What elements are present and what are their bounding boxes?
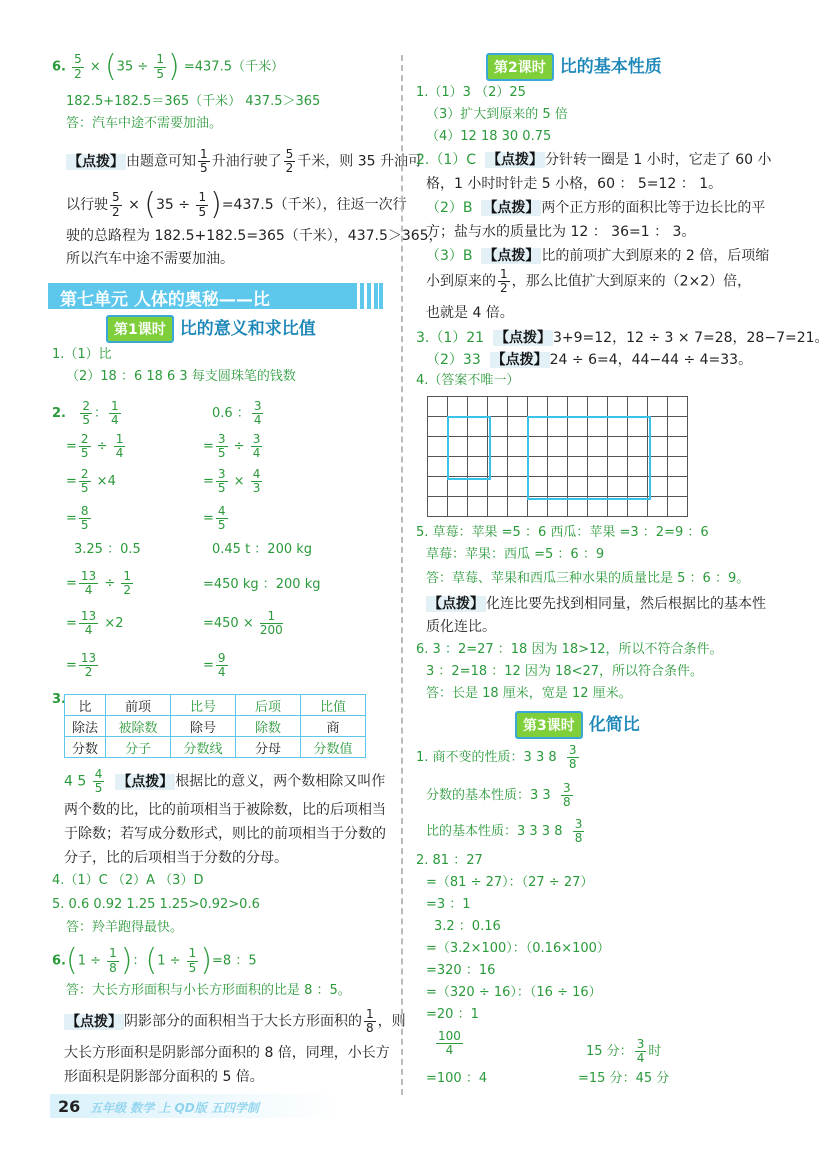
- s5: 5. 0.6 0.92 1.25 1.25>0.92>0.6: [52, 897, 260, 912]
- t1-line1: 1. 商不变的性质：3 3 8 $\frac{3}{8}$: [416, 743, 577, 772]
- s1-line2: （2）18 ：6 18 6 3 每支圆珠笔的钱数: [66, 369, 296, 384]
- table-cell: 后项: [236, 695, 301, 716]
- lesson2-header: [486, 52, 662, 76]
- s4: 4.（1）C （2）A （3）D: [52, 873, 204, 888]
- t2-line9b: 15 分： $\frac{3}{4}$ 时: [586, 1037, 662, 1066]
- r5-line1: 5. 草莓：苹果 =5 ：6 西瓜：苹果 =3 ：2=9 ：6: [416, 525, 709, 540]
- lesson2-tag: 第2课时: [486, 53, 554, 81]
- s2-b8: = $\frac{9}{4}$: [203, 651, 226, 680]
- s6-tip-line2: 大长方形面积是阴影部分面积的 8 倍，同理，小长方: [64, 1045, 390, 1061]
- t2-line5: =（3.2×100）：（0.16×100）: [426, 941, 610, 956]
- table-row: [65, 737, 366, 758]
- table-cell: 除法: [65, 716, 106, 737]
- s5-answer: 答：羚羊跑得最快。: [66, 920, 184, 935]
- t1-line2: 分数的基本性质：3 3 $\frac{3}{8}$: [426, 781, 571, 810]
- r1-line2: （3）扩大到原来的 5 倍: [426, 107, 568, 122]
- q6-tip-line2: 以行驶 $\frac{5}{2}$ × (35 ÷ $\frac{1}{5}$ )=437.5（千米），往返一次行: [66, 187, 407, 222]
- q6-tip-line4: 所以汽车中途不需要加油。: [66, 251, 234, 267]
- table-cell: 被除数: [106, 716, 171, 737]
- r2-line4: 方；盐与水的质量比为 12 ： 36=1 ： 3。: [426, 224, 696, 240]
- q6-expression: 6. $\frac{5}{2}$ × (35 ÷ $\frac{1}{5}$ ) =437.5（千米）: [52, 49, 284, 84]
- q6-tip-line1: 【点拨】 由题意可知 $\frac{1}{5}$ 升油行驶了 $\frac{5}{2}$ 千米，则 35 升油可: [68, 147, 422, 176]
- table-cell: 分数值: [301, 737, 366, 758]
- column-divider: [401, 55, 403, 1095]
- s6-tip-line3: 形面积是阴影部分面积的 5 倍。: [64, 1069, 264, 1085]
- q6-tip-line3: 驶的总路程为 182.5+182.5=365（千米），437.5＞365，: [66, 228, 443, 244]
- ratio-table: [64, 694, 366, 758]
- s2-a1: 2. $\frac{2}{5}$ ： $\frac{1}{4}$: [52, 399, 119, 428]
- lesson1-title: 比的意义和求比值: [179, 319, 316, 339]
- r2-line2: 格，1 小时时针走 5 小格，60 ： 5=12 ： 1。: [426, 176, 723, 192]
- lesson3-tag: 第3课时: [515, 711, 583, 739]
- s2-b5: 0.45 t ：200 kg: [212, 542, 313, 557]
- t2-line9a: $\frac{100}{4}$: [438, 1029, 461, 1058]
- table-row: [65, 716, 366, 737]
- s6-answer: 答：大长方形面积与小长方形面积的比是 8 ：5。: [66, 983, 351, 998]
- s3-num: 3.: [52, 692, 66, 707]
- s2-a3: = $\frac{2}{5}$ ×4: [66, 467, 116, 496]
- page-footer: [50, 1094, 340, 1118]
- t2-line4: 3.2 ：0.16: [434, 919, 501, 934]
- r2-line1: 2.（1）C 【点拨】 分针转一圈是 1 小时，它走了 60 小: [416, 152, 772, 168]
- table-cell: 比号: [171, 695, 236, 716]
- s2-b7: =450 × $\frac{1}{200}$: [203, 609, 283, 638]
- lesson1-tag: 第1课时: [106, 315, 174, 343]
- t2-line8: =20 ：1: [426, 1007, 479, 1022]
- r5-tip1: 【点拨】 化连比要先找到相同量，然后根据比的基本性: [428, 596, 766, 612]
- s3-line1: 4 5 $\frac{4}{5}$ 【点拨】 根据比的意义，两个数相除又叫作: [64, 767, 386, 796]
- t2-line10a: =100 ：4: [426, 1071, 488, 1086]
- table-cell: 分数: [65, 737, 106, 758]
- r5-tip2: 质化连比。: [426, 619, 496, 635]
- r2-line5: （3）B 【点拨】 比的前项扩大到原来的 2 倍，后项缩: [426, 248, 770, 264]
- table-cell: 除数: [236, 716, 301, 737]
- s2-b1: 0.6 ： $\frac{3}{4}$: [212, 399, 262, 428]
- table-cell: 比: [65, 695, 106, 716]
- lesson1-header: [106, 314, 316, 338]
- r5-line2: 草莓：苹果：西瓜 =5 ：6 ：9: [426, 547, 605, 562]
- r6-answer: 答：长是 18 厘米，宽是 12 厘米。: [426, 686, 632, 701]
- q6-answer: 答：汽车中途不需要加油。: [66, 116, 223, 131]
- r4: 4.（答案不唯一）: [416, 373, 520, 388]
- s6-expression: 6.(1 ÷ $\frac{1}{8}$ )：(1 ÷ $\frac{1}{5}$ )=8 ：5: [52, 943, 257, 978]
- small-rectangle: [447, 416, 491, 480]
- table-row: [65, 695, 366, 716]
- s2-b2: = $\frac{3}{5}$ ÷ $\frac{3}{4}$: [203, 432, 261, 461]
- q6-line2: 182.5+182.5＝365（千米） 437.5＞365: [66, 94, 321, 109]
- t1-line3: 比的基本性质：3 3 3 8 $\frac{3}{8}$: [426, 817, 583, 846]
- s2-b3: = $\frac{3}{5}$ × $\frac{4}{3}$: [203, 467, 261, 496]
- r3-line1: 3.（1）21 【点拨】 3+9=12，12 ÷ 3 × 7=28，28−7=21。: [416, 330, 829, 346]
- lesson2-title: 比的基本性质: [559, 57, 662, 77]
- banner-stripes: [357, 283, 379, 309]
- s2-a2: = $\frac{2}{5}$ ÷ $\frac{1}{4}$: [66, 432, 124, 461]
- table-cell: 比值: [301, 695, 366, 716]
- s2-a5: 3.25 ：0.5: [74, 542, 141, 557]
- lesson3-title: 化简比: [588, 715, 640, 735]
- r2-line6: 小到原来的 $\frac{1}{2}$ ，那么比值扩大到原来的（2×2）倍，: [426, 267, 752, 296]
- s2-a7: = $\frac{13}{4}$ ×2: [66, 609, 124, 638]
- book-title: 五年级 数学 上 QD版 五四学制: [90, 1101, 259, 1115]
- unit-banner: 第七单元 人体的奥秘——比: [48, 283, 383, 309]
- r1-line3: （4）12 18 30 0.75: [426, 129, 552, 144]
- t2-line3: =3 ：1: [426, 897, 471, 912]
- table-cell: 前项: [106, 695, 171, 716]
- s1-line1: 1.（1）比: [52, 347, 112, 362]
- t2-line6: =320 ：16: [426, 963, 496, 978]
- r6-line2: 3 ：2=18 ：12 因为 18<27，所以符合条件。: [426, 664, 704, 679]
- s3-line2: 两个数的比，比的前项相当于被除数，比的后项相当: [64, 802, 386, 818]
- table-cell: 分母: [236, 737, 301, 758]
- s3-line4: 分子，比的后项相当于分数的分母。: [64, 850, 288, 866]
- s3-line3: 于除数；若写成分数形式，则比的前项相当于分数的: [64, 826, 386, 842]
- r2-line7: 也就是 4 倍。: [426, 305, 514, 321]
- lesson3-header: [515, 710, 640, 734]
- s2-a8: = $\frac{13}{2}$: [66, 651, 97, 680]
- grid-diagram: [427, 396, 688, 517]
- s2-a6: = $\frac{13}{4}$ ÷ $\frac{1}{2}$: [66, 569, 131, 598]
- table-cell: 除号: [171, 716, 236, 737]
- t2-line7: =（320 ÷ 16）：（16 ÷ 16）: [426, 985, 602, 1000]
- t2-line10b: =15 分：45 分: [578, 1071, 670, 1086]
- s2-b6: =450 kg ：200 kg: [203, 577, 321, 592]
- r2-line3: （2）B 【点拨】 两个正方形的面积比等于边长比的平: [426, 200, 766, 216]
- s2-a4: = $\frac{8}{5}$: [66, 504, 89, 533]
- t2-line2: =（81 ÷ 27）：（27 ÷ 27）: [426, 875, 594, 890]
- table-cell: 分数线: [171, 737, 236, 758]
- page-number: 26: [58, 1097, 81, 1116]
- table-cell: 分子: [106, 737, 171, 758]
- r3-line2: （2）33 【点拨】 24 ÷ 6=4，44−44 ÷ 4=33。: [426, 352, 753, 368]
- t2-line1: 2. 81 ：27: [416, 853, 483, 868]
- large-rectangle: [527, 416, 651, 500]
- r6-line1: 6. 3 ：2=27 ：18 因为 18>12，所以不符合条件。: [416, 642, 723, 657]
- s6-tip-line1: 【点拨】 阴影部分的面积相当于大长方形面积的 $\frac{1}{8}$ ，则: [66, 1007, 406, 1036]
- s2-b4: = $\frac{4}{5}$: [203, 504, 226, 533]
- table-cell: 商: [301, 716, 366, 737]
- r1-line1: 1.（1）3 （2）25: [416, 85, 526, 100]
- r5-answer: 答：草莓、苹果和西瓜三种水果的质量比是 5 ：6 ：9。: [426, 571, 750, 586]
